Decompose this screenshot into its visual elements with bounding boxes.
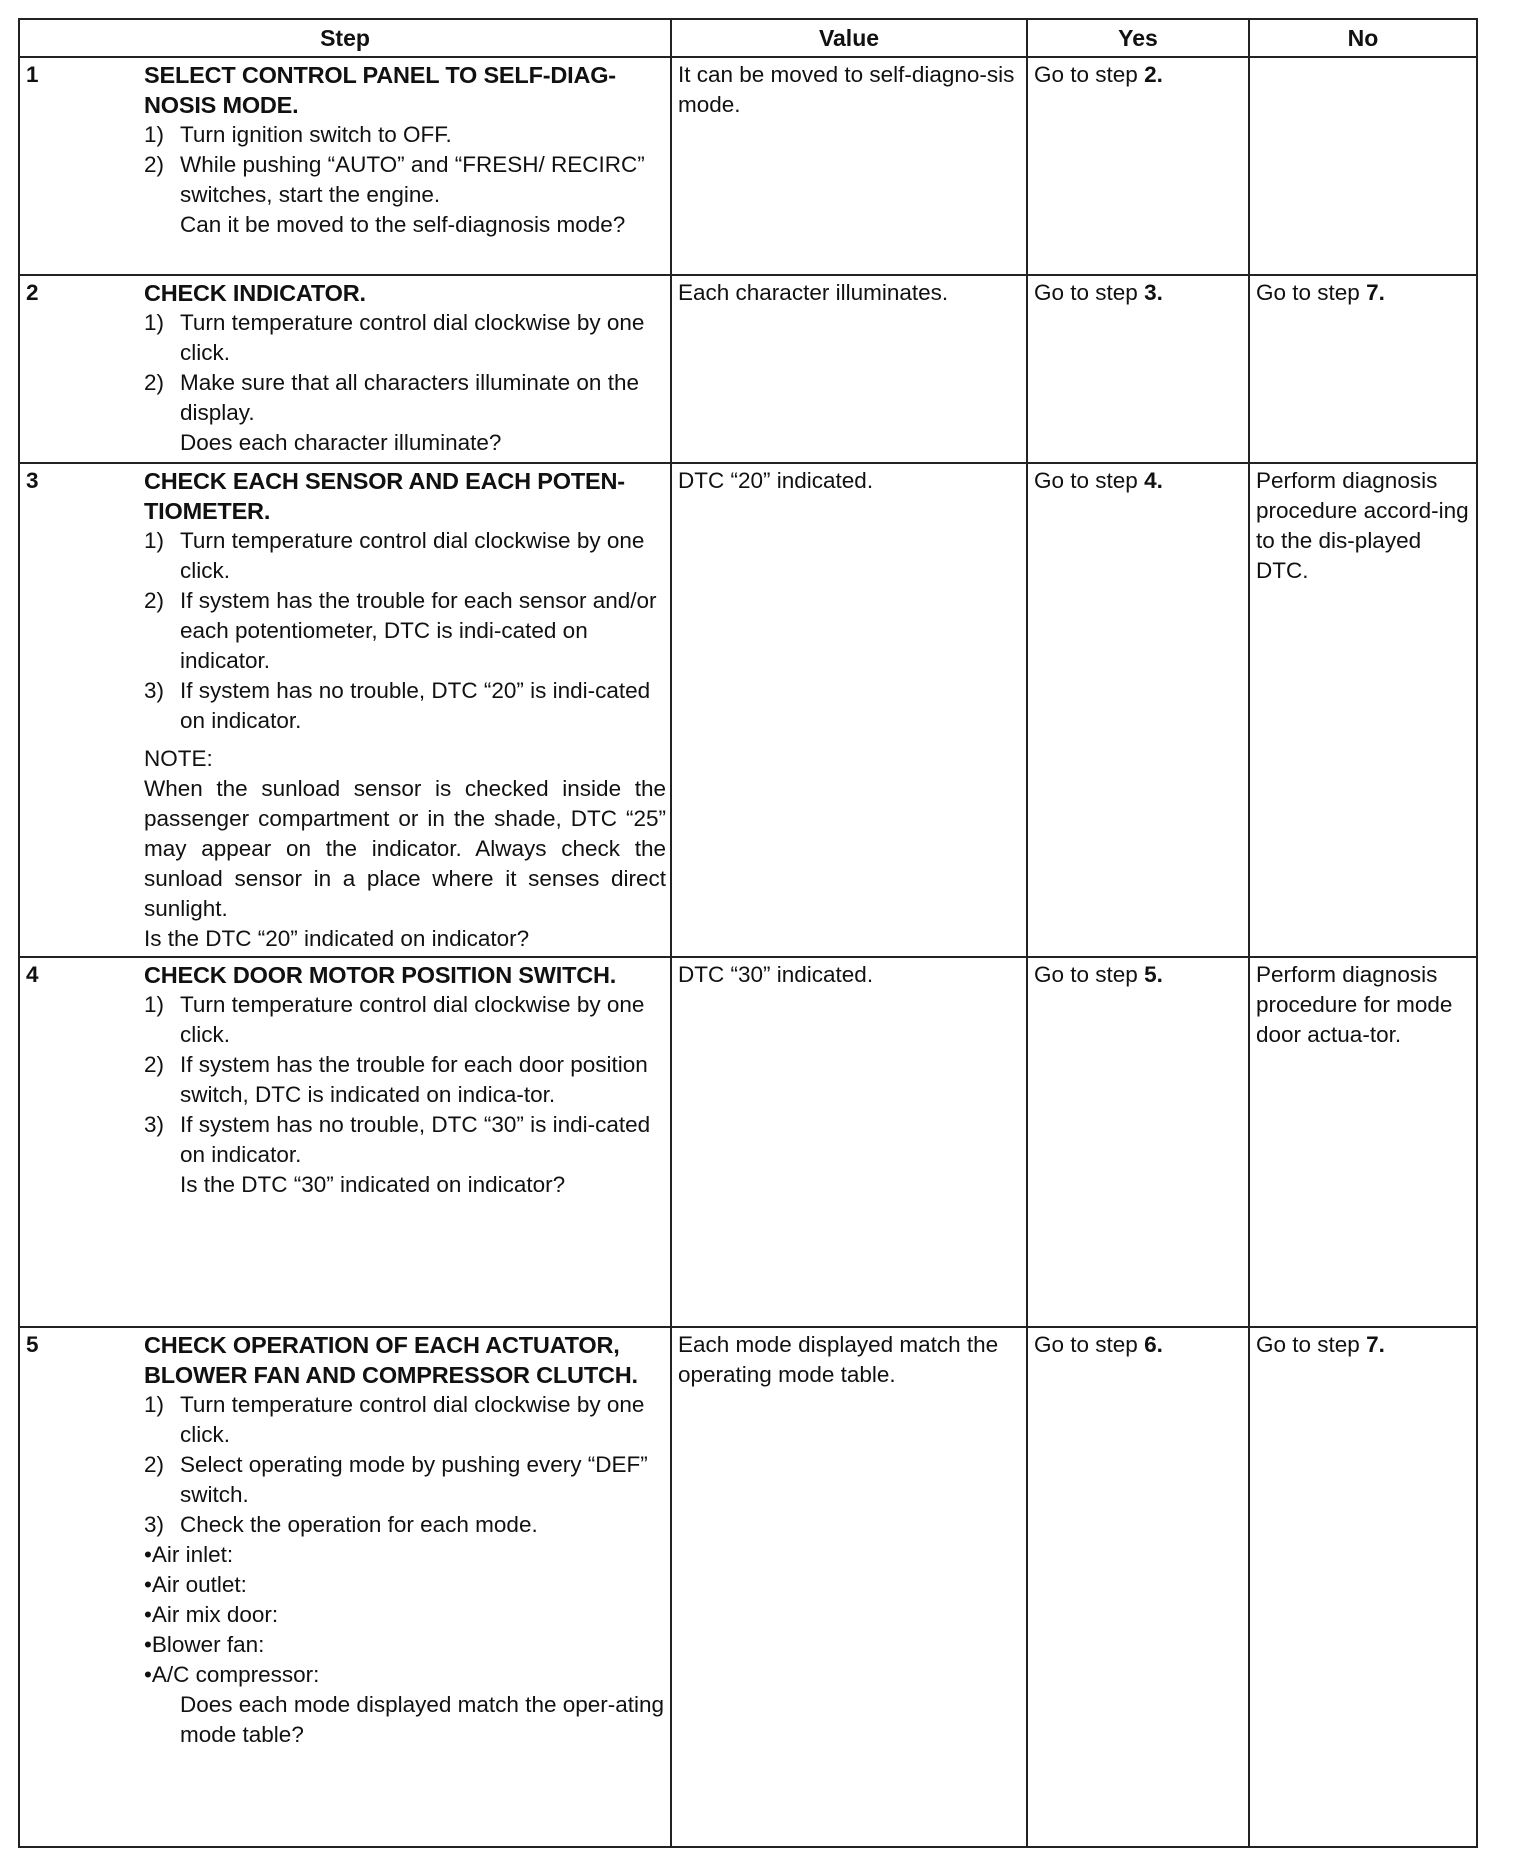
yes-cell (1027, 57, 1249, 275)
value-cell: It can be moved to self-diagno-sis mode. (671, 57, 1027, 275)
list-item (144, 1110, 666, 1170)
header-row (19, 19, 1477, 57)
value-cell: DTC “30” indicated. (671, 957, 1027, 1327)
header-step: Step (19, 19, 671, 57)
step-question: Is the DTC “30” indicated on indicator? (180, 1172, 566, 1197)
step-title: CHECK EACH SENSOR AND EACH POTEN-TIOMETER. (144, 468, 625, 524)
no-cell (1249, 275, 1477, 463)
table-row (19, 957, 1477, 1327)
list-item (144, 1050, 666, 1110)
list-item (144, 1510, 666, 1540)
step-question: Does each character illuminate? (180, 430, 502, 455)
no-cell (1249, 1327, 1477, 1847)
item-text: Make sure that all characters illuminate on the display. (180, 370, 639, 425)
item-text: If system has no trouble, DTC “30” is indi-cated on indicator. (180, 1112, 651, 1167)
yes-step-link: 6. (1144, 1332, 1163, 1357)
step-cell (19, 275, 671, 463)
item-number: 2) (144, 370, 165, 395)
no-prefix: Go to step (1256, 280, 1367, 305)
yes-prefix: Go to step (1034, 468, 1145, 493)
item-text: Check the operation for each mode. (180, 1512, 538, 1537)
diagnosis-page (18, 18, 1476, 1848)
yes-prefix: Go to step (1034, 280, 1145, 305)
no-step-link: 7. (1366, 280, 1385, 305)
instruction-list (144, 1390, 666, 1540)
item-number: 2) (144, 1452, 165, 1477)
item-text: Turn temperature control dial clockwise by one click. (180, 310, 645, 365)
step-title: CHECK INDICATOR. (144, 280, 366, 306)
item-text: While pushing “AUTO” and “FRESH/ RECIRC” switches, start the engine. (180, 152, 645, 207)
instruction-list (144, 526, 666, 736)
item-text: Turn temperature control dial clockwise by one click. (180, 992, 645, 1047)
step-cell (19, 57, 671, 275)
header-yes: Yes (1027, 19, 1249, 57)
step-cell (19, 463, 671, 957)
item-number: 3) (144, 1512, 165, 1537)
list-item (144, 120, 666, 150)
yes-cell (1027, 957, 1249, 1327)
step-number: 2 (26, 280, 39, 305)
list-item (144, 1390, 666, 1450)
item-number: 2) (144, 152, 165, 177)
bullet-item: •A/C compressor: (144, 1662, 320, 1687)
step-cell (19, 957, 671, 1327)
item-text: Turn temperature control dial clockwise by one click. (180, 1392, 645, 1447)
item-number: 2) (144, 588, 165, 613)
table-row (19, 275, 1477, 463)
list-item (144, 308, 666, 368)
bullet-item: •Air inlet: (144, 1542, 234, 1567)
bullet-item: •Air outlet: (144, 1572, 247, 1597)
yes-step-link: 5. (1144, 962, 1163, 987)
item-text: Turn ignition switch to OFF. (180, 122, 452, 147)
step-cell (19, 1327, 671, 1847)
diagnosis-table (18, 18, 1478, 1848)
step-title: CHECK DOOR MOTOR POSITION SWITCH. (144, 962, 617, 988)
yes-step-link: 2. (1144, 62, 1163, 87)
yes-step-link: 4. (1144, 468, 1163, 493)
note-label: NOTE: (144, 746, 213, 771)
no-cell: Perform diagnosis procedure accord-ing to the dis-played DTC. (1249, 463, 1477, 957)
yes-cell (1027, 275, 1249, 463)
yes-prefix: Go to step (1034, 1332, 1145, 1357)
item-text: If system has the trouble for each sensor and/or each potentiometer, DTC is indi-cated on indicator. (180, 588, 657, 673)
yes-prefix: Go to step (1034, 962, 1145, 987)
list-item (144, 526, 666, 586)
item-number: 1) (144, 992, 165, 1017)
yes-cell (1027, 463, 1249, 957)
header-value: Value (671, 19, 1027, 57)
item-number: 1) (144, 310, 165, 335)
yes-step-link: 3. (1144, 280, 1163, 305)
header-no: No (1249, 19, 1477, 57)
instruction-list (144, 308, 666, 428)
instruction-list (144, 120, 666, 210)
no-step-link: 7. (1366, 1332, 1385, 1357)
table-row (19, 57, 1477, 275)
step-question: Does each mode displayed match the oper-ating mode table? (180, 1692, 665, 1747)
note-text: When the sunload sensor is checked inside the passenger compartment or in the shade, DTC “25” may appear on the indicator. Always check the sunload sensor in a place where it senses direct sunlight. (144, 776, 666, 921)
step-question: Can it be moved to the self-diagnosis mode? (180, 212, 626, 237)
item-number: 3) (144, 1112, 165, 1137)
value-cell: Each mode displayed match the operating mode table. (671, 1327, 1027, 1847)
no-cell (1249, 57, 1477, 275)
item-number: 1) (144, 1392, 165, 1417)
step-number: 3 (26, 468, 39, 493)
no-cell: Perform diagnosis procedure for mode door actua-tor. (1249, 957, 1477, 1327)
table-row (19, 1327, 1477, 1847)
list-item (144, 150, 666, 210)
list-item (144, 1450, 666, 1510)
item-text: If system has the trouble for each door position switch, DTC is indicated on indica-tor. (180, 1052, 648, 1107)
item-number: 3) (144, 678, 165, 703)
bullet-item: •Blower fan: (144, 1632, 265, 1657)
item-text: If system has no trouble, DTC “20” is indi-cated on indicator. (180, 678, 651, 733)
step-number: 1 (26, 62, 39, 87)
list-item (144, 990, 666, 1050)
step-title: SELECT CONTROL PANEL TO SELF-DIAG-NOSIS MODE. (144, 62, 616, 118)
table-row (19, 463, 1477, 957)
item-text: Turn temperature control dial clockwise by one click. (180, 528, 645, 583)
list-item (144, 676, 666, 736)
yes-prefix: Go to step (1034, 62, 1145, 87)
item-number: 1) (144, 528, 165, 553)
value-cell: Each character illuminates. (671, 275, 1027, 463)
step-question: Is the DTC “20” indicated on indicator? (144, 926, 530, 951)
list-item (144, 586, 666, 676)
item-number: 1) (144, 122, 165, 147)
step-title: CHECK OPERATION OF EACH ACTUATOR, BLOWER FAN AND COMPRESSOR CLUTCH. (144, 1332, 638, 1388)
step-number: 4 (26, 962, 39, 987)
instruction-list (144, 990, 666, 1170)
step-number: 5 (26, 1332, 39, 1357)
no-prefix: Go to step (1256, 1332, 1367, 1357)
value-cell: DTC “20” indicated. (671, 463, 1027, 957)
list-item (144, 368, 666, 428)
yes-cell (1027, 1327, 1249, 1847)
bullet-item: •Air mix door: (144, 1602, 279, 1627)
item-number: 2) (144, 1052, 165, 1077)
item-text: Select operating mode by pushing every “DEF” switch. (180, 1452, 648, 1507)
